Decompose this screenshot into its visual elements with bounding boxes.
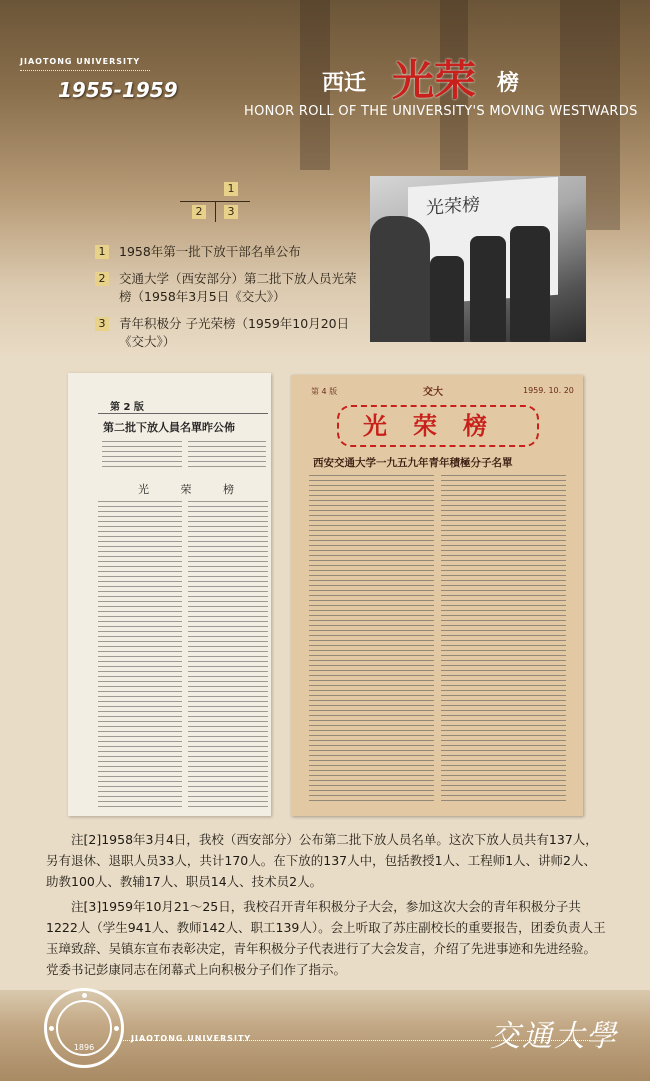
university-seal-icon	[44, 988, 124, 1068]
note-paragraph: 注[2]1958年3月4日，我校（西安部分）公布第二批下放人员名单。这次下放人员共有137人，另有退休、退职人员33人，共计170人。在下放的137人中，包括教授1人、工程师1人、讲师2人、助教100人、教辅17人、职员14人、技术员2人。	[46, 832, 598, 889]
historic-photo	[370, 176, 586, 342]
title-honor: 光荣	[392, 56, 477, 105]
caption-item	[95, 243, 365, 261]
seal-dot	[49, 1026, 54, 1031]
note-paragraph: 注[3]1959年10月21～25日，我校召开青年积极分子大会，参加这次大会的青年积极分子共1222人（学生941人、教师142人、职工139人）。会上听取了苏庄副校长的重要报告，团委负责人王玉璋致辞、吴镇东宣布表彰决定，青年积极分子代表进行了大会发言，介绍了先进事迹和先进经验。党委书记彭康同志在闭幕式上向积极分子们作了指示。	[46, 899, 606, 977]
newspaper-date: 1959. 10. 20	[523, 386, 574, 395]
footer-university-label: JIAOTONG UNIVERSITY	[131, 1034, 252, 1043]
newspaper-masthead: 交大	[423, 387, 443, 398]
caption-number: 3	[95, 317, 109, 331]
divider	[20, 70, 150, 71]
layout-key	[180, 180, 250, 222]
newspaper-page-number: 第 4 版	[311, 387, 338, 396]
newspaper-headline: 第二批下放人員名單昨公佈	[103, 421, 235, 434]
newspaper-text-block	[188, 441, 266, 471]
layout-key-3: 3	[224, 205, 238, 219]
layout-key-2: 2	[192, 205, 206, 219]
calligraphy-logo: 交通大學	[490, 1019, 618, 1054]
newspaper-page-number: 第 2 版	[110, 402, 144, 413]
layout-key-1: 1	[224, 182, 238, 196]
newspaper-section-title: 光 荣 榜	[138, 483, 248, 496]
caption-number: 2	[95, 272, 109, 286]
photo-person	[510, 226, 550, 342]
caption-item	[95, 315, 365, 351]
newspaper-text-block	[309, 475, 434, 805]
newspaper-clipping-2	[291, 375, 583, 816]
caption-text: 交通大学（西安部分）第二批下放人员光荣榜（1958年3月5日《交大》）	[119, 271, 357, 304]
caption-item	[95, 270, 365, 306]
title-west: 西迁	[322, 70, 367, 96]
title-bang: 榜	[497, 70, 520, 96]
photo-person	[430, 256, 464, 342]
newspaper-title: 西安交通大学一九五九年青年積極分子名單	[313, 457, 513, 469]
newspaper-text-block	[102, 441, 182, 471]
layout-key-vline	[215, 201, 216, 222]
photo-board-text: 光荣榜	[426, 194, 480, 219]
newspaper-clipping-1	[68, 373, 271, 816]
notes-section	[46, 829, 606, 984]
newspaper-text-block	[98, 501, 182, 811]
newspaper-text-block	[441, 475, 566, 805]
photo-person	[470, 236, 506, 342]
caption-number: 1	[95, 245, 109, 259]
newspaper-text-block	[188, 501, 268, 811]
university-label: JIAOTONG UNIVERSITY	[20, 57, 141, 66]
caption-list	[95, 243, 365, 360]
caption-text: 青年积极分 子光荣榜（1959年10月20日《交大》）	[119, 316, 350, 349]
caption-text: 1958年第一批下放干部名单公布	[119, 244, 301, 259]
subtitle-english: HONOR ROLL OF THE UNIVERSITY'S MOVING WESTWARDS	[244, 104, 638, 119]
seal-dot	[82, 993, 87, 998]
newspaper-rule	[98, 413, 268, 414]
honor-roll-banner: 光荣榜	[337, 405, 539, 447]
photo-tree	[370, 216, 430, 342]
seal-year: 1896	[73, 1043, 95, 1052]
seal-dot	[114, 1026, 119, 1031]
years-label: 1955-1959	[58, 78, 178, 102]
